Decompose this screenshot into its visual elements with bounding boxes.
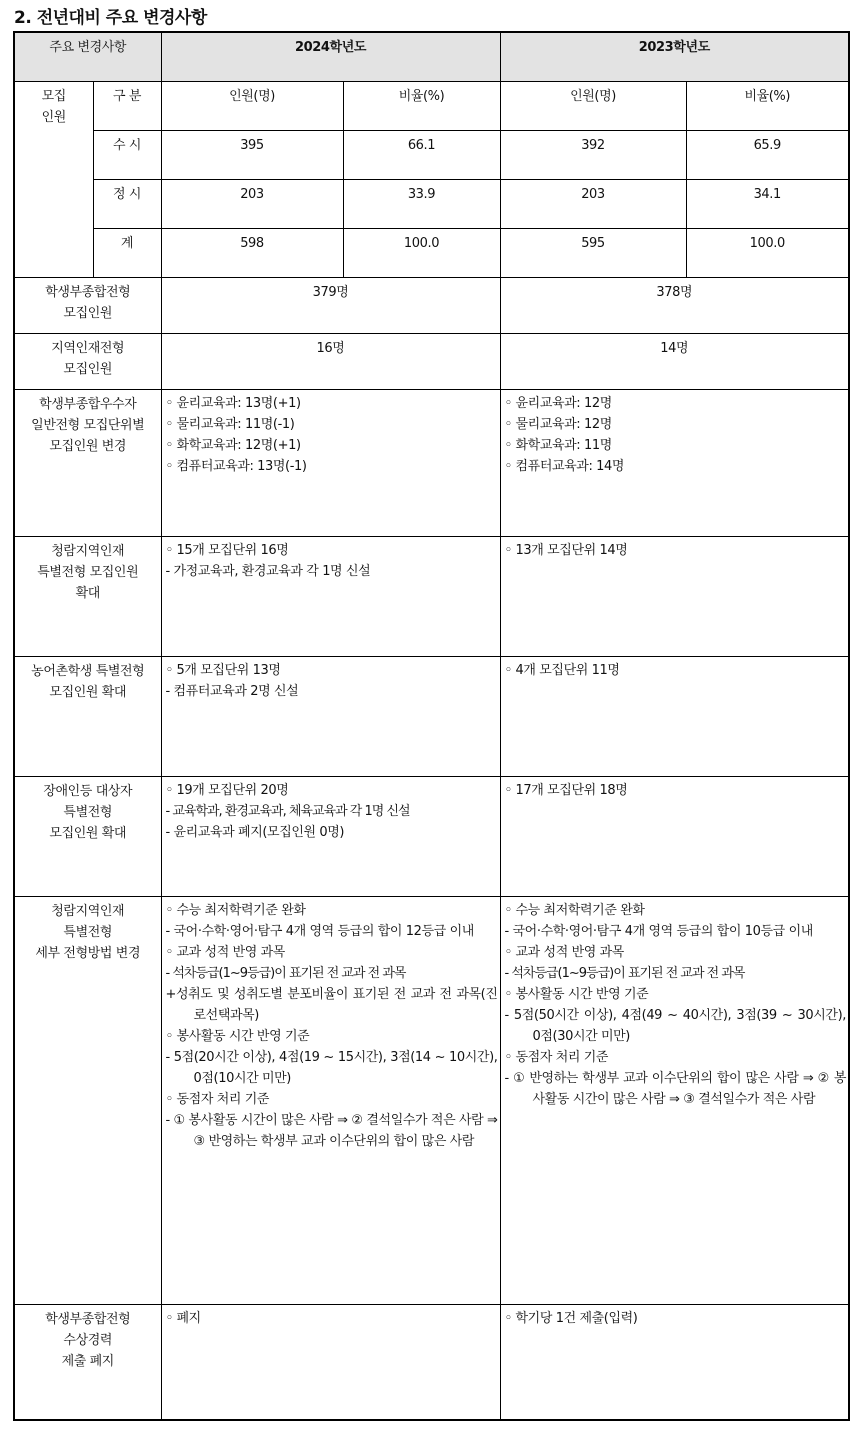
row-ratio-2023: 65.9 bbox=[686, 130, 849, 179]
row-count-2024: 395 bbox=[161, 130, 343, 179]
section-label bbox=[14, 776, 161, 896]
section-label-line: 학생부종합우수자 bbox=[39, 396, 137, 412]
bullet-item: ◦ 윤리교육과: 13명(+1) bbox=[165, 395, 301, 411]
dash-item: - ① 봉사활동 시간이 많은 사람 ⇒ ② 결석일수가 적은 사람 ⇒ ③ 반영하는 학생부 교과 이수단위의 합이 많은 사람 bbox=[165, 1112, 498, 1149]
recruitment-subheader-row bbox=[14, 81, 849, 130]
dash-item: - 석차등급(1~9등급)이 표기된 전 교과 전 과목 bbox=[165, 965, 406, 981]
bullet-item: ◦ 15개 모집단위 16명 bbox=[165, 542, 289, 558]
dash-item: - 국어·수학·영어·탐구 4개 영역 등급의 합이 12등급 이내 bbox=[165, 923, 474, 939]
section-label-line: 학생부종합전형 bbox=[45, 284, 131, 300]
value-2024: 16명 bbox=[161, 333, 500, 389]
subheader-count-2023: 인원(명) bbox=[500, 81, 686, 130]
subheader-count-2024: 인원(명) bbox=[161, 81, 343, 130]
section-label-line: 세부 전형방법 변경 bbox=[35, 945, 141, 961]
header-col-label: 주요 변경사항 bbox=[14, 32, 161, 81]
row-category: 계 bbox=[93, 228, 161, 277]
section-label-line: 모집인원 bbox=[63, 361, 113, 377]
plus-item: +성취도 및 성취도별 분포비율이 표기된 전 교과 전 과목(진로선택과목) bbox=[165, 986, 498, 1023]
section-row-cheongram-method bbox=[14, 896, 849, 1304]
subheader-ratio-2023: 비율(%) bbox=[686, 81, 849, 130]
table-row bbox=[14, 228, 849, 277]
bullet-item: ◦ 물리교육과: 12명 bbox=[504, 416, 612, 432]
value-2023: 378명 bbox=[500, 277, 849, 333]
section-label-line: 모집인원 확대 bbox=[49, 684, 127, 700]
section-title: 2. 전년대비 주요 변경사항 bbox=[14, 8, 207, 28]
content-2023 bbox=[500, 896, 849, 1304]
section-label-line: 청람지역인재 bbox=[51, 543, 125, 559]
bullet-item: ◦ 동점자 처리 기준 bbox=[165, 1091, 270, 1107]
content-2024 bbox=[161, 536, 500, 656]
row-ratio-2023: 100.0 bbox=[686, 228, 849, 277]
bullet-item: ◦ 13개 모집단위 14명 bbox=[504, 542, 628, 558]
dash-item: - ① 반영하는 학생부 교과 이수단위의 합이 많은 사람 ⇒ ② 봉사활동 시간이 많은 사람 ⇒ ③ 결석일수가 적은 사람 bbox=[504, 1070, 846, 1107]
changes-table bbox=[13, 31, 850, 1421]
dash-item: - 교육학과, 환경교육과, 체육교육과 각 1명 신설 bbox=[165, 803, 410, 819]
section-row-disabled-expansion bbox=[14, 776, 849, 896]
recruitment-group-label bbox=[14, 81, 93, 277]
bullet-item: ◦ 컴퓨터교육과: 14명 bbox=[504, 458, 625, 474]
content-2023 bbox=[500, 389, 849, 536]
section-label bbox=[14, 277, 161, 333]
dash-item: - 5점(20시간 이상), 4점(19 ~ 15시간), 3점(14 ~ 10시간), 0점(10시간 미만) bbox=[165, 1049, 498, 1086]
section-label-line: 확대 bbox=[75, 585, 100, 601]
bullet-item: ◦ 4개 모집단위 11명 bbox=[504, 662, 620, 678]
content-2023 bbox=[500, 776, 849, 896]
table-row bbox=[14, 130, 849, 179]
section-label-line: 제출 폐지 bbox=[61, 1353, 114, 1369]
bullet-item: ◦ 동점자 처리 기준 bbox=[504, 1049, 609, 1065]
section-label bbox=[14, 656, 161, 776]
section-label-line: 지역인재전형 bbox=[51, 340, 125, 356]
bullet-item: ◦ 수능 최저학력기준 완화 bbox=[504, 902, 645, 918]
section-row-rural-expansion bbox=[14, 656, 849, 776]
section-label-line: 모집인원 확대 bbox=[49, 825, 127, 841]
row-ratio-2024: 33.9 bbox=[343, 179, 500, 228]
section-label bbox=[14, 536, 161, 656]
value-2024: 379명 bbox=[161, 277, 500, 333]
table-row bbox=[14, 179, 849, 228]
dash-item: - 석차등급(1~9등급)이 표기된 전 교과 전 과목 bbox=[504, 965, 745, 981]
bullet-item: ◦ 교과 성적 반영 과목 bbox=[165, 944, 285, 960]
dash-item: - 국어·수학·영어·탐구 4개 영역 등급의 합이 10등급 이내 bbox=[504, 923, 813, 939]
row-ratio-2024: 100.0 bbox=[343, 228, 500, 277]
bullet-item: ◦ 학기당 1건 제출(입력) bbox=[504, 1310, 638, 1326]
bullet-item: ◦ 19개 모집단위 20명 bbox=[165, 782, 289, 798]
bullet-item: ◦ 컴퓨터교육과: 13명(-1) bbox=[165, 458, 307, 474]
content-2023 bbox=[500, 1304, 849, 1420]
section-label bbox=[14, 389, 161, 536]
section-row-awards-abolished bbox=[14, 1304, 849, 1420]
bullet-item: ◦ 5개 모집단위 13명 bbox=[165, 662, 281, 678]
section-row-regional-total bbox=[14, 333, 849, 389]
dash-item: - 윤리교육과 폐지(모집인원 0명) bbox=[165, 824, 345, 840]
section-label-line: 모집인원 변경 bbox=[49, 438, 127, 454]
section-label-line: 농어촌학생 특별전형 bbox=[31, 663, 145, 679]
section-label-line: 특별전형 bbox=[63, 924, 113, 940]
content-2023 bbox=[500, 656, 849, 776]
row-ratio-2024: 66.1 bbox=[343, 130, 500, 179]
section-label-line: 특별전형 bbox=[63, 804, 113, 820]
dash-item: - 컴퓨터교육과 2명 신설 bbox=[165, 683, 299, 699]
content-2024 bbox=[161, 1304, 500, 1420]
section-label bbox=[14, 1304, 161, 1420]
section-label-line: 일반전형 모집단위별 bbox=[31, 417, 145, 433]
header-row bbox=[14, 32, 849, 81]
bullet-item: ◦ 폐지 bbox=[165, 1310, 201, 1326]
section-label-line: 학생부종합전형 bbox=[45, 1311, 131, 1327]
row-count-2024: 203 bbox=[161, 179, 343, 228]
subheader-ratio-2024: 비율(%) bbox=[343, 81, 500, 130]
bullet-item: ◦ 물리교육과: 11명(-1) bbox=[165, 416, 295, 432]
content-2023 bbox=[500, 536, 849, 656]
row-ratio-2023: 34.1 bbox=[686, 179, 849, 228]
dash-item: - 5점(50시간 이상), 4점(49 ~ 40시간), 3점(39 ~ 30시간), 0점(30시간 미만) bbox=[504, 1007, 846, 1044]
content-2024 bbox=[161, 896, 500, 1304]
bullet-item: ◦ 화학교육과: 11명 bbox=[504, 437, 612, 453]
subheader-category: 구 분 bbox=[93, 81, 161, 130]
section-label-line: 특별전형 모집인원 bbox=[37, 564, 139, 580]
bullet-item: ◦ 윤리교육과: 12명 bbox=[504, 395, 612, 411]
value-2023: 14명 bbox=[500, 333, 849, 389]
dash-item: - 가정교육과, 환경교육과 각 1명 신설 bbox=[165, 563, 371, 579]
bullet-item: ◦ 17개 모집단위 18명 bbox=[504, 782, 628, 798]
header-year-2023: 2023학년도 bbox=[500, 32, 849, 81]
section-label-line: 수상경력 bbox=[63, 1332, 113, 1348]
recruitment-group-label-line1: 모집 bbox=[41, 88, 66, 104]
content-2024 bbox=[161, 776, 500, 896]
bullet-item: ◦ 교과 성적 반영 과목 bbox=[504, 944, 624, 960]
header-year-2024: 2024학년도 bbox=[161, 32, 500, 81]
bullet-item: ◦ 수능 최저학력기준 완화 bbox=[165, 902, 306, 918]
row-count-2023: 595 bbox=[500, 228, 686, 277]
row-category: 수 시 bbox=[93, 130, 161, 179]
bullet-item: ◦ 화학교육과: 12명(+1) bbox=[165, 437, 301, 453]
content-2024 bbox=[161, 389, 500, 536]
row-category: 정 시 bbox=[93, 179, 161, 228]
section-label bbox=[14, 896, 161, 1304]
section-label-line: 모집인원 bbox=[63, 305, 113, 321]
section-label-line: 장애인등 대상자 bbox=[43, 783, 133, 799]
section-label bbox=[14, 333, 161, 389]
content-2024 bbox=[161, 656, 500, 776]
section-label-line: 청람지역인재 bbox=[51, 903, 125, 919]
section-row-dept-changes bbox=[14, 389, 849, 536]
bullet-item: ◦ 봉사활동 시간 반영 기준 bbox=[165, 1028, 310, 1044]
section-row-comprehensive-total bbox=[14, 277, 849, 333]
section-row-cheongram-expansion bbox=[14, 536, 849, 656]
recruitment-group-label-line2: 인원 bbox=[41, 109, 66, 125]
bullet-item: ◦ 봉사활동 시간 반영 기준 bbox=[504, 986, 649, 1002]
row-count-2024: 598 bbox=[161, 228, 343, 277]
row-count-2023: 203 bbox=[500, 179, 686, 228]
row-count-2023: 392 bbox=[500, 130, 686, 179]
